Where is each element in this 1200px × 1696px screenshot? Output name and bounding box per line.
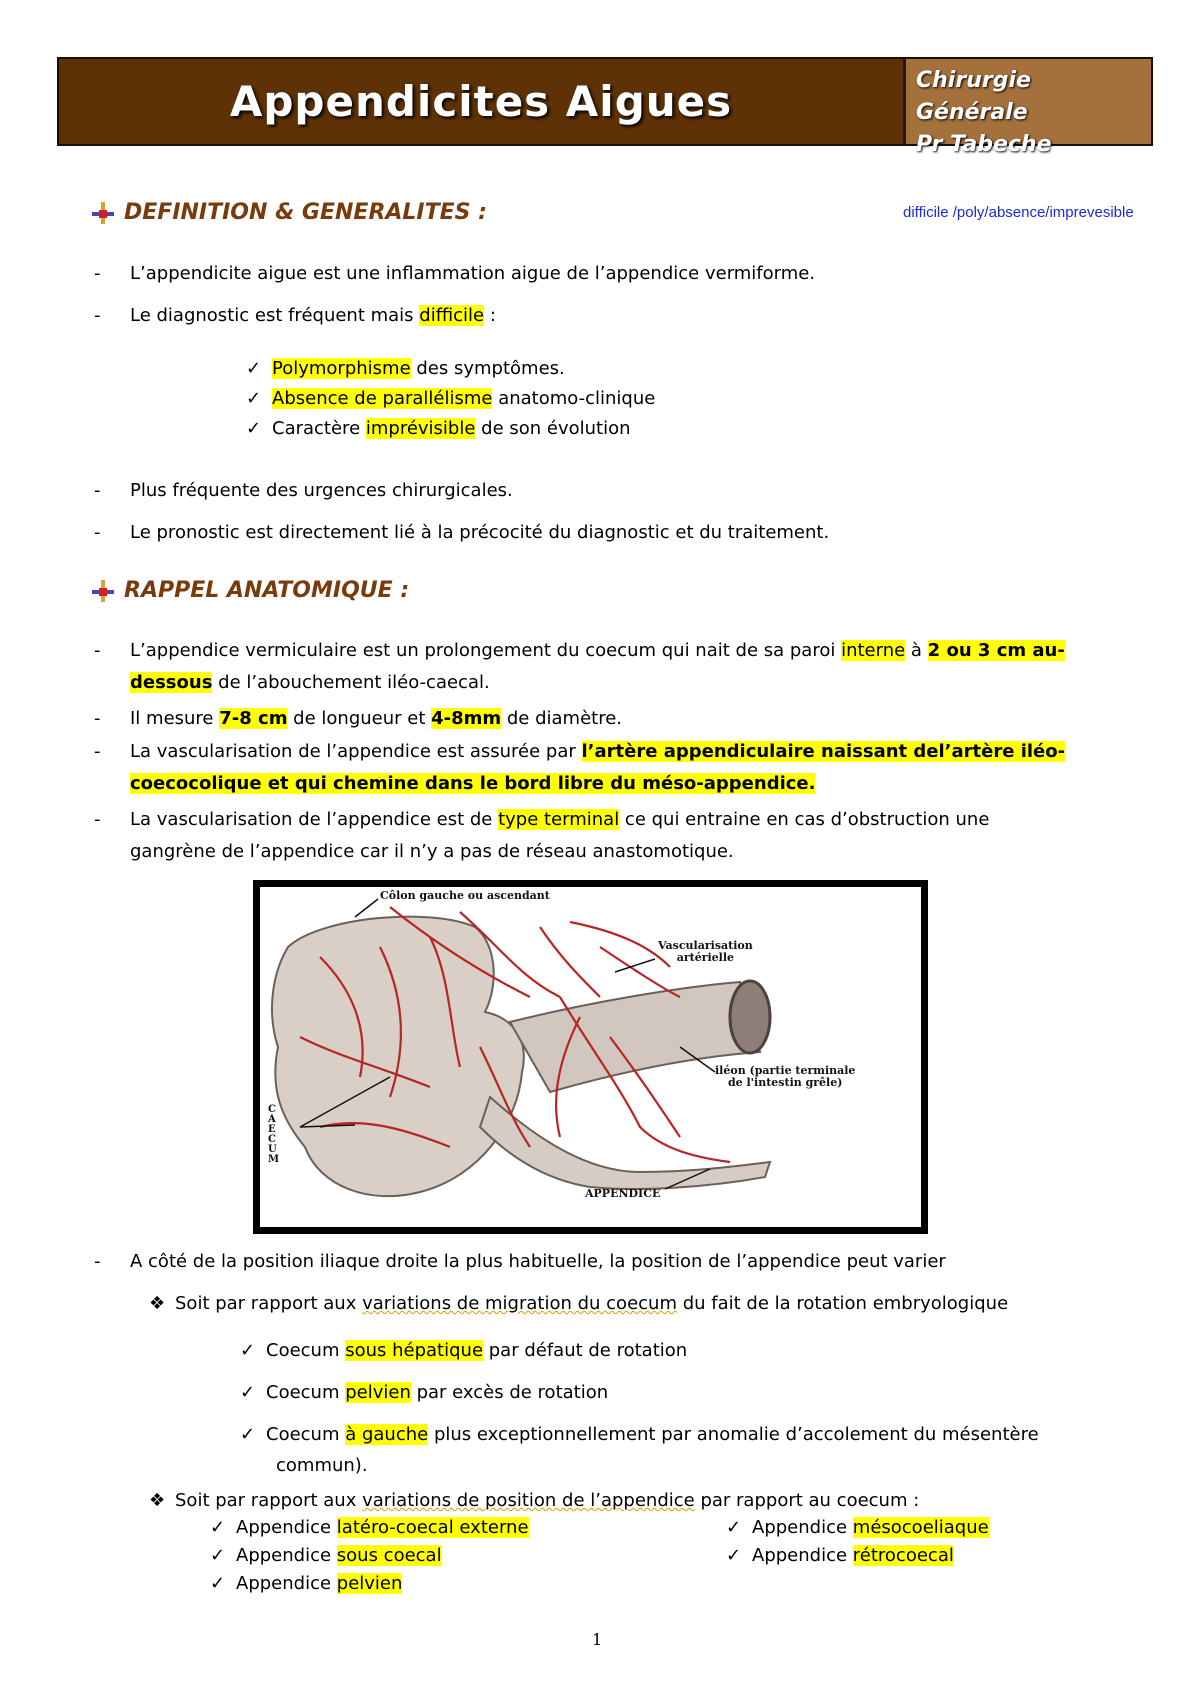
text-run: Caractère xyxy=(272,418,366,439)
header-meta xyxy=(903,59,1151,157)
highlighted-text: pelvien xyxy=(336,1573,403,1594)
check-item xyxy=(240,1330,1039,1372)
diamond-bullet-icon: ❖ xyxy=(149,1490,166,1511)
text-run: La vascularisation de l’appendice est assurée par xyxy=(130,741,582,762)
check-list-symptoms xyxy=(246,354,655,444)
definition-line-3: Plus fréquente des urgences chirurgicales. xyxy=(130,480,513,501)
text-run: Appendice xyxy=(752,1545,853,1566)
caecum-shape xyxy=(272,917,524,1197)
author-label: Pr Tabeche xyxy=(916,132,1052,157)
text-run: Soit par rapport aux xyxy=(175,1490,363,1511)
text-run: L’appendice vermiculaire est un prolongement du coecum qui nait de sa paroi xyxy=(130,640,842,661)
check-item xyxy=(726,1514,989,1542)
check-icon: ✓ xyxy=(210,1573,226,1594)
text-run: Appendice xyxy=(752,1517,853,1538)
section-heading-anatomy xyxy=(92,578,409,603)
highlighted-text: l’artère appendiculaire naissant del’artère iléo- xyxy=(581,741,1066,762)
underlined-text: variations de migration du coecum xyxy=(362,1293,677,1314)
figure-label-appendice: APPENDICE xyxy=(585,1187,661,1200)
highlighted-text: coecocolique et qui chemine dans le bord libre du méso-appendice. xyxy=(130,773,816,794)
highlighted-text: 4-8mm xyxy=(431,708,502,729)
figure-label-vascularisation xyxy=(658,940,753,964)
dash-bullet: - xyxy=(94,305,101,326)
check-item xyxy=(210,1542,529,1570)
text-run: par excès de rotation xyxy=(410,1382,609,1403)
figure-label-caecum: CAECUM xyxy=(268,1104,280,1165)
highlighted-text: type terminal xyxy=(498,809,620,830)
check-item xyxy=(246,414,655,444)
side-note: difficile /poly/absence/imprevesible xyxy=(903,204,1134,221)
highlighted-text: à gauche xyxy=(345,1424,429,1445)
section-title: RAPPEL ANATOMIQUE : xyxy=(124,578,410,603)
text-run: de longueur et xyxy=(287,708,432,729)
definition-line-4: Le pronostic est directement lié à la précocité du diagnostic et du traitement. xyxy=(130,522,830,543)
dash-bullet: - xyxy=(94,480,101,501)
check-item xyxy=(246,384,655,414)
dash-bullet: - xyxy=(94,1251,101,1272)
text-run: Coecum xyxy=(266,1424,346,1445)
definition-line-1: L’appendicite aigue est une inflammation aigue de l’appendice vermiforme. xyxy=(130,263,816,284)
highlighted-text: Absence de parallélisme xyxy=(272,388,493,409)
subject-label: Chirurgie Générale xyxy=(916,68,1031,125)
anatomy-paragraph-2 xyxy=(130,703,1140,735)
check-list-appendix-right xyxy=(726,1514,989,1570)
anatomy-paragraph-4 xyxy=(130,804,1140,868)
text-run: de l’abouchement iléo-caecal. xyxy=(212,672,490,693)
text-run: par rapport au coecum : xyxy=(694,1490,920,1511)
check-icon: ✓ xyxy=(246,358,262,379)
figure-label-ileon xyxy=(715,1065,855,1089)
anatomy-paragraph-3 xyxy=(130,736,1140,800)
bullet-cross-icon xyxy=(92,202,114,224)
dash-bullet: - xyxy=(94,522,101,543)
highlighted-text: interne xyxy=(841,640,906,661)
check-icon: ✓ xyxy=(240,1424,256,1445)
figure-label-line: iléon (partie terminale xyxy=(715,1064,856,1077)
page-number: 1 xyxy=(592,1630,603,1649)
check-icon: ✓ xyxy=(726,1517,742,1538)
dash-bullet: - xyxy=(94,708,101,729)
text-run: Coecum xyxy=(266,1382,346,1403)
check-icon: ✓ xyxy=(246,388,262,409)
check-icon: ✓ xyxy=(240,1340,256,1361)
text-run: à xyxy=(905,640,928,661)
text-run: : xyxy=(484,305,496,326)
highlighted-text: sous hépatique xyxy=(345,1340,484,1361)
underlined-text: variations de position de l’appendice xyxy=(362,1490,695,1511)
text-run: ce qui entraine en cas d’obstruction une xyxy=(619,809,990,830)
header-banner xyxy=(57,57,1153,157)
ileon-opening xyxy=(730,981,770,1053)
text-run: plus exceptionnellement par anomalie d’accolement du mésentère xyxy=(428,1424,1039,1445)
dash-bullet: - xyxy=(94,809,101,830)
check-item xyxy=(726,1542,989,1570)
anatomy-figure xyxy=(253,880,928,1234)
check-list-coecum xyxy=(240,1330,1039,1456)
check-item xyxy=(240,1372,1039,1414)
highlighted-text: difficile xyxy=(419,305,485,326)
figure-label-line: Vascularisation xyxy=(658,939,753,952)
appendix-shape xyxy=(480,1097,770,1189)
figure-label-colon: Côlon gauche ou ascendant xyxy=(380,889,550,902)
text-run: Soit par rapport aux xyxy=(175,1293,363,1314)
check-icon: ✓ xyxy=(246,418,262,439)
text-run: par défaut de rotation xyxy=(483,1340,688,1361)
highlighted-text: pelvien xyxy=(345,1382,411,1403)
diamond-bullet-icon: ❖ xyxy=(149,1293,166,1314)
text-run: gangrène de l’appendice car il n’y a pas de réseau anastomotique. xyxy=(130,841,734,862)
highlighted-text: latéro-coecal externe xyxy=(336,1517,529,1538)
highlighted-text: mésocoeliaque xyxy=(852,1517,989,1538)
section-title: DEFINITION & GENERALITES : xyxy=(124,200,487,225)
text-run: Appendice xyxy=(236,1573,337,1594)
check-item xyxy=(246,354,655,384)
figure-label-line: artérielle xyxy=(676,951,735,964)
check-item xyxy=(210,1570,529,1598)
check-icon: ✓ xyxy=(240,1382,256,1403)
text-run: de diamètre. xyxy=(501,708,623,729)
text-run: Le diagnostic est fréquent mais xyxy=(130,305,420,326)
text-run: des symptômes. xyxy=(410,358,565,379)
anatomy-paragraph-5: A côté de la position iliaque droite la plus habituelle, la position de l’appendice peut varier xyxy=(130,1251,946,1272)
highlighted-text: rétrocoecal xyxy=(852,1545,954,1566)
highlighted-text: 2 ou 3 cm au- xyxy=(927,640,1065,661)
bullet-cross-icon xyxy=(92,580,114,602)
highlighted-text: imprévisible xyxy=(365,418,476,439)
text-run: Appendice xyxy=(236,1517,337,1538)
highlighted-text: sous coecal xyxy=(336,1545,442,1566)
check-item xyxy=(210,1514,529,1542)
check-list-appendix-left xyxy=(210,1514,529,1598)
sub-point-migration xyxy=(149,1288,1008,1320)
text-run: de son évolution xyxy=(475,418,631,439)
text-run: La vascularisation de l’appendice est de xyxy=(130,809,499,830)
section-heading-definition xyxy=(92,200,487,225)
check-icon: ✓ xyxy=(210,1545,226,1566)
figure-label-line: de l'intestin grêle) xyxy=(727,1076,843,1089)
check-item-continuation: commun). xyxy=(276,1455,368,1476)
check-icon: ✓ xyxy=(210,1517,226,1538)
sub-point-position xyxy=(149,1485,919,1517)
anatomy-paragraph-1 xyxy=(130,635,1140,699)
text-run: Appendice xyxy=(236,1545,337,1566)
text-run: Coecum xyxy=(266,1340,346,1361)
document-title: Appendicites Aigues xyxy=(59,59,903,144)
dash-bullet: - xyxy=(94,640,101,661)
definition-line-2 xyxy=(130,300,1140,332)
dash-bullet: - xyxy=(94,263,101,284)
check-icon: ✓ xyxy=(726,1545,742,1566)
text-run: Il mesure xyxy=(130,708,220,729)
dash-bullet: - xyxy=(94,741,101,762)
highlighted-text: dessous xyxy=(130,672,213,693)
text-run: anatomo-clinique xyxy=(492,388,656,409)
highlighted-text: 7-8 cm xyxy=(219,708,288,729)
appendix-illustration xyxy=(260,887,921,1227)
text-run: du fait de la rotation embryologique xyxy=(676,1293,1009,1314)
highlighted-text: Polymorphisme xyxy=(272,358,411,379)
